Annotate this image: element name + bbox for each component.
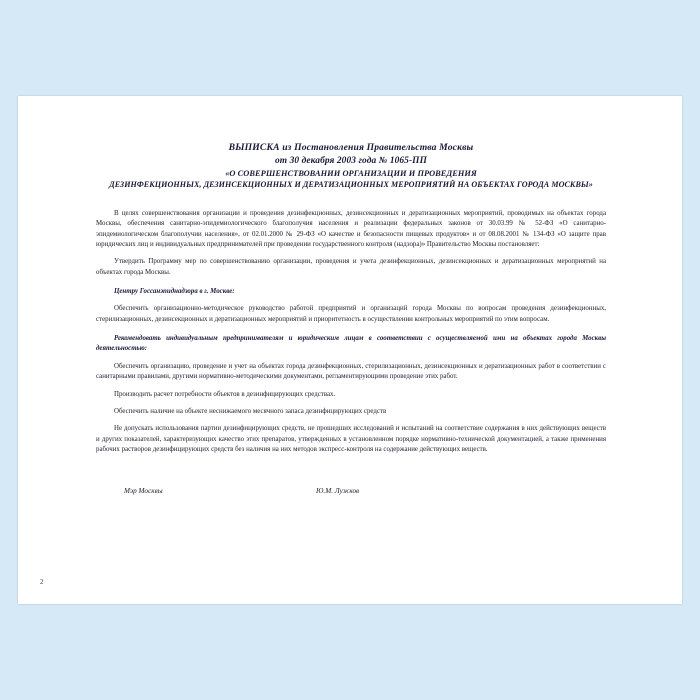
document-body [96,142,606,495]
list-item: Обеспечить организацию, проведение и учет на объектах города дезинфекционных, стерилизационных, дезинсекционных и дератизационных работ в соответствии с санитарными правилами, другими нормативно-методическими документами, регламентирующими проведение этих работ. [96,362,606,381]
document-title [96,142,606,191]
list-item: Производить расчет потребности объектов в дезинфицирующих средствах. [114,390,336,398]
title-line-3: «О СОВЕРШЕНСТВОВАНИИ ОРГАНИЗАЦИИ И ПРОВЕДЕНИЯ [225,169,477,179]
section-1-paragraph: Обеспечить организационно-методическое руководство работой предприятий и организаций города Москвы по вопросам проведения дезинфекционных, стерилизационных, дезинсекционных и дератизационных мероприятий и приоритетность в осуществлении контрольных мероприятий по этим вопросам. [96,305,606,323]
list-item: Обеспечить наличие на объекте неснижаемого месячного запаса дезинфицирующих средств [114,407,387,415]
section-1-heading: Центру Госсанэпиднадзора в г. Москве: [114,287,235,295]
title-line-2: от 30 декабря 2003 года № 1065-ПП [275,155,427,166]
resolution-paragraph: Утвердить Программу мер по совершенствованию организации, проведения и учета дезинфекционных, дезинсекционных и дератизационных мероприятий на объектах города Москвы. [96,258,606,276]
intro-paragraph: В целях совершенствования организации и проведения дезинфекционных, дезинсекционных и дератизационных мероприятий, проводимых на объектах города Москвы, обеспечения санитарно-эпидемиологического благополучия населения и реализации федеральных законов от 30.03.99 № 52-ФЗ «О санитарно-эпидемиологическом благополучии населения», от 02.01.2000 № 29-ФЗ «О качестве и безопасности пищевых продуктов» и от 08.08.2001 № 134-ФЗ «О защите прав юридических лиц и индивидуальных предпринимателей при проведении государственного контроля (надзора)» Правительство Москвы постановляет: [96,209,606,248]
section-2-heading: Рекомендовать индивидуальным предпринимателям и юридическим лицам в соответствии с осуществляемой ими на объектах города Москвы деятельностью: [96,335,606,353]
title-line-4: ДЕЗИНФЕКЦИОННЫХ, ДЕЗИНСЕКЦИОННЫХ И ДЕРАТИЗАЦИОННЫХ МЕРОПРИЯТИЙ НА ОБЪЕКТАХ ГОРОДА МОСКВЫ» [109,180,593,190]
signature-name: Ю.М. Лужков [316,487,360,496]
page-number: 2 [40,578,44,586]
signature-position: Мэр Москвы [124,487,163,496]
title-line-1: ВЫПИСКА из Постановления Правительства Москвы [228,142,474,153]
signature-block [96,487,606,495]
document-page [18,96,682,604]
list-item: Не допускать использования партии дезинфицирующих средств, не прошедших исследований и испытаний на соответствие содержания в них действующих веществ и других показателей, характеризующих качество этих препаратов, утвержденных в установленном порядке нормативно-технической документацией, а также применения рабочих растворов дезинфицирующих средств без наличия на них методов экспресс-контроля на содержание действующих веществ. [96,425,606,453]
